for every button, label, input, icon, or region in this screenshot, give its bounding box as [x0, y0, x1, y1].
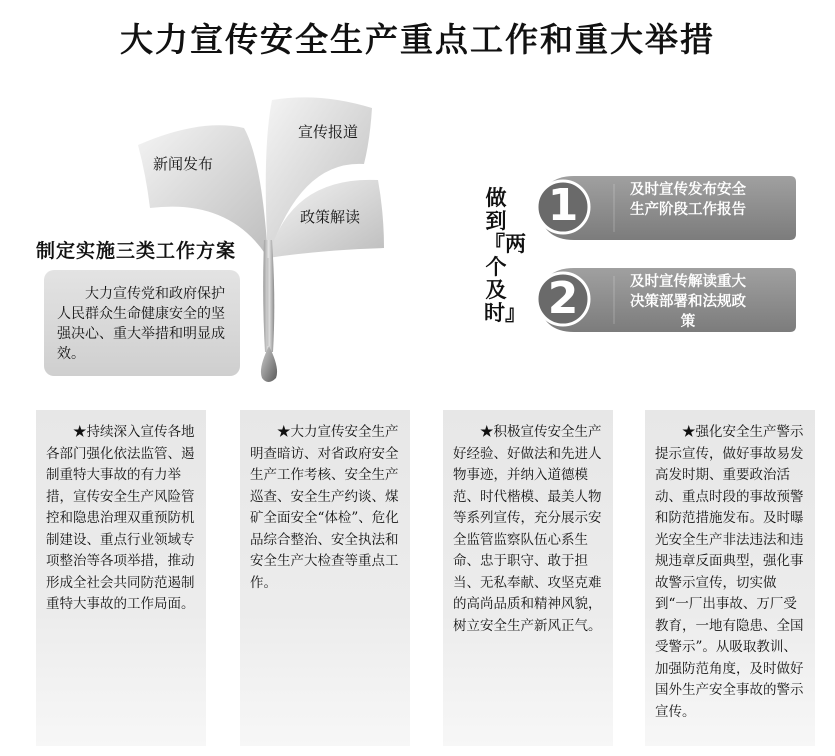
column-4	[645, 410, 815, 746]
column-1-text: ★持续深入宣传各地各部门强化依法监管、遏制重特大事故的有力举措，宣传安全生产风险管控和隐患治理双重预防机制建设、重点行业领域专项整治等各项举措，推动形成全社会共同防范遏制重特大事故的工作局面。	[46, 424, 195, 612]
badge-number-1: 1	[547, 180, 579, 231]
drop-icon	[261, 346, 277, 382]
two-timely-vertical-title: 做到『两个及时』	[484, 185, 526, 325]
column-1	[36, 410, 206, 746]
column-4-text: ★强化安全生产警示提示宣传，做好事故易发高发时期、重要政治活动、重点时段的事故预警和防范措施发布。及时曝光安全生产非法违法和违规违章反面典型，强化事故警示宣传，切实做到“一厂出事故、万厂受教育，一地有隐患、全国受警示”。从吸取教训、加强防范角度，及时做好国外生产安全事故的警示宣传。	[655, 424, 804, 720]
page-title: 大力宣传安全生产重点工作和重大举措	[120, 20, 715, 59]
pill-text-2: 及时宣传解读重大决策部署和法规政策	[630, 274, 746, 330]
plan-heading: 制定实施三类工作方案	[36, 240, 237, 262]
goal-box	[44, 270, 240, 376]
leaf-label-news: 新闻发布	[153, 155, 214, 173]
column-2	[240, 410, 410, 746]
column-3-text: ★积极宣传安全生产好经验、好做法和先进人物事迹，并纳入道德模范、时代楷模、最美人物等系列宣传，充分展示安全监管监察队伍心系生命、忠于职守、敢于担当、无私奉献、攻坚克难的高尚品质和精神风貌，树立安全生产新风正气。	[453, 424, 602, 634]
pill-text-1: 及时宣传发布安全生产阶段工作报告	[630, 182, 746, 218]
column-3	[443, 410, 613, 746]
badge-number-2: 2	[547, 273, 579, 324]
leaf-label-policy: 政策解读	[300, 208, 361, 226]
leaf-label-report: 宣传报道	[298, 123, 359, 141]
goal-text: 大力宣传党和政府保护人民群众生命健康安全的坚强决心、重大举措和明显成效。	[57, 286, 225, 362]
stem	[263, 240, 274, 352]
column-2-text: ★大力宣传安全生产明查暗访、对省政府安全生产工作考核、安全生产巡查、安全生产约谈、煤矿全面安全“体检”、危化品综合整治、安全执法和安全生产大检查等重点工作。	[250, 424, 399, 591]
